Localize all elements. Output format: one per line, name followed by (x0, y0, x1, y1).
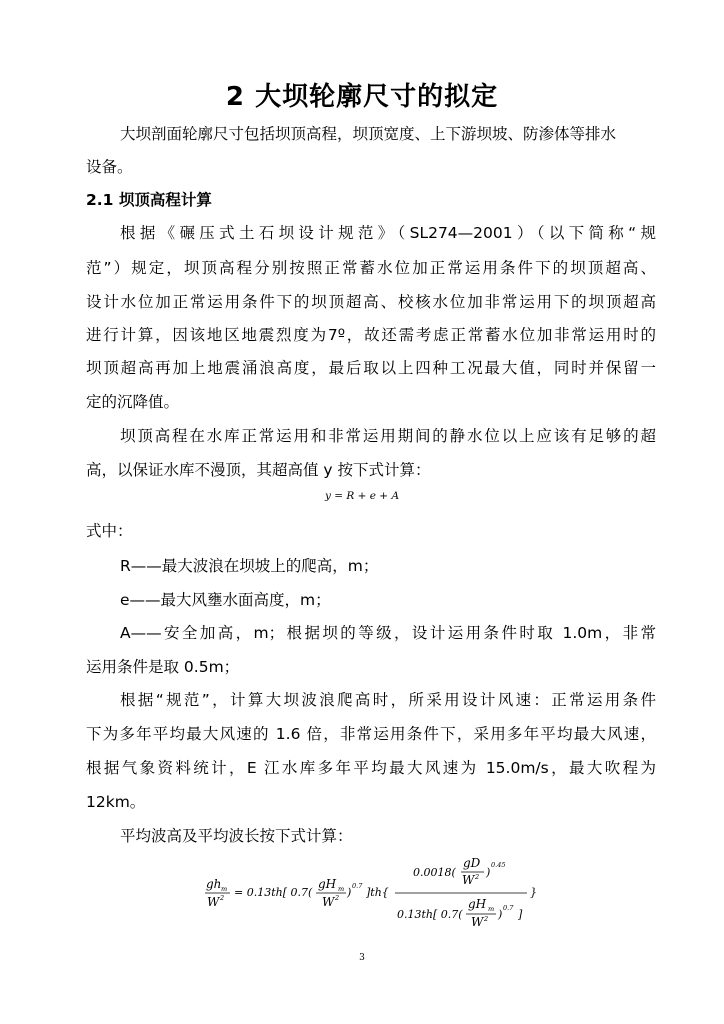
den-gh-sq: 2 (484, 915, 489, 923)
den-gh-sub: m (488, 905, 495, 913)
para1-line-5: 坝顶超高再加上地震涌浪高度，最后取以上四种工况最大值，同时并保留一 (86, 359, 656, 377)
lhs-sub: m (221, 885, 228, 893)
para3-line-4: 12km。 (86, 793, 146, 811)
para3-line-2: 下为多年平均最大风速的 1.6 倍，非常运用条件下，采用多年平均最大风速， (86, 725, 656, 743)
gd-denominator: W (462, 873, 475, 887)
lhs-denominator: W (207, 895, 220, 909)
mid-exp: 0.7 (352, 882, 363, 890)
big-num-coef: 0.0018( (413, 866, 456, 879)
page-title: 2 大坝轮廓尺寸的拟定 (225, 82, 499, 112)
mid-numerator: gH (318, 877, 337, 891)
mid-denominator: W (322, 895, 335, 909)
lhs-sq: 2 (220, 894, 225, 902)
para3-line-3: 根据气象资料统计，E 江水库多年平均最大风速为 15.0m/s，最大吹程为 (86, 759, 656, 777)
formula-freeboard: y = R + e + A (324, 490, 400, 502)
para3-line-1: 根据“规范”，计算大坝波浪爬高时，所采用设计风速：正常运用条件 (120, 691, 656, 709)
intro-line-2: 设备。 (86, 158, 133, 176)
eq-coefficient: = 0.13th[ 0.7( (234, 886, 313, 899)
para2-line-2: 高，以保证水库不漫顶，其超高值 y 按下式计算： (86, 461, 431, 479)
intro-line-1: 大坝剖面轮廓尺寸包括坝顶高程，坝顶宽度、上下游坝坡、防渗体等排水 (120, 125, 617, 143)
gd-numerator: gD (463, 856, 481, 870)
mid-sq: 2 (335, 894, 340, 902)
den-gh-numerator: gH (468, 897, 487, 911)
where-label: 式中： (86, 522, 133, 540)
para1-line-2: 范”）规定，坝顶高程分别按照正常蓄水位加正常运用条件下的坝顶超高、 (86, 259, 656, 277)
den-close-bracket: ] (518, 908, 523, 921)
den-close-paren: ) (498, 908, 503, 921)
page-number: 3 (359, 953, 365, 963)
big-den-coef: 0.13th[ 0.7( (397, 908, 463, 921)
para1-line-4: 进行计算，因该地区地震烈度为7º，故还需考虑正常蓄水位加非常运用时的 (86, 326, 656, 344)
definition-R: R——最大波浪在坝坡上的爬高，m； (120, 557, 379, 575)
den-gh-denominator: W (471, 915, 484, 929)
lhs-numerator: gh (206, 877, 222, 891)
den-exp: 0.7 (503, 904, 514, 912)
section-heading: 2.1 坝顶高程计算 (86, 191, 212, 209)
para4-line: 平均波高及平均波长按下式计算： (120, 827, 353, 845)
formula-wave-height (0, 855, 724, 935)
mid-close-paren: ) (347, 886, 352, 899)
definition-A-line-1: A——安全加高，m；根据坝的等级，设计运用条件时取 1.0m，非常 (120, 624, 656, 642)
th-open: ]th{ (366, 886, 389, 899)
gd-exp: 0.45 (491, 861, 506, 869)
para1-line-3: 设计水位加正常运用条件下的坝顶超高、校核水位加非常运用下的坝顶超高 (86, 293, 656, 311)
para1-line-6: 定的沉降值。 (86, 393, 180, 411)
gd-close-paren: ) (486, 866, 491, 879)
mid-sub: m (338, 885, 345, 893)
definition-e: e——最大风壅水面高度，m； (120, 591, 331, 609)
para1-line-1: 根据《碾压式土石坝设计规范》（SL274—2001）（以下简称“规 (120, 224, 656, 242)
definition-A-line-2: 运用条件是取 0.5m； (86, 658, 240, 676)
close-brace: } (530, 886, 537, 899)
gd-sq: 2 (475, 873, 480, 881)
para2-line-1: 坝顶高程在水库正常运用和非常运用期间的静水位以上应该有足够的超 (120, 427, 656, 445)
